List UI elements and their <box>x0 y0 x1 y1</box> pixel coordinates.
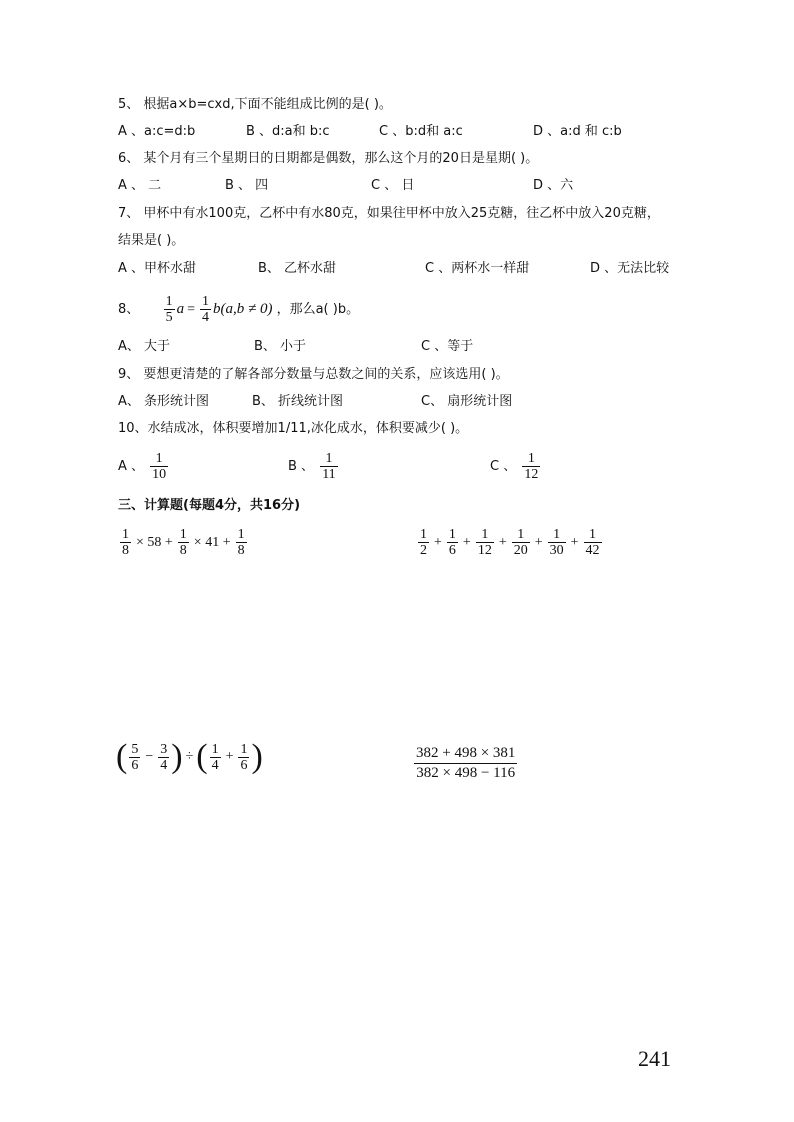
calc-expression-4 <box>414 744 517 783</box>
q7-option-c: C 、两杯水一样甜 <box>425 261 530 276</box>
expr3-f2-num: 3 <box>160 741 168 757</box>
q8-frac1-numerator: 1 <box>165 294 173 309</box>
question-7-stem-line2: 结果是( )。 <box>118 233 185 248</box>
q8-prefix: 8、 <box>118 302 140 317</box>
page-number: 241 <box>638 1046 671 1071</box>
q8-condition: b(a,b ≠ 0) <box>212 301 273 317</box>
question-5-stem: 5、 根据a×b=cxd,下面不能组成比例的是( )。 <box>118 97 392 112</box>
q10-option-b-fraction <box>320 451 337 482</box>
expr2-f6-den: 42 <box>585 543 600 558</box>
q9-option-c: C、 扇形统计图 <box>421 394 513 409</box>
expr2-plus-4: + <box>534 534 543 550</box>
expr2-f6-num: 1 <box>584 527 602 543</box>
expr2-f4-den: 20 <box>513 543 528 558</box>
expr2-frac-1 <box>418 527 429 558</box>
expr3-f1-den: 6 <box>131 757 139 773</box>
expr3-frac-4 <box>238 742 249 773</box>
q10-b-denominator: 11 <box>322 467 336 482</box>
q8-fraction-2 <box>200 294 211 325</box>
q8-option-c: C 、等于 <box>421 339 474 354</box>
expr3-frac-2 <box>158 742 169 773</box>
expr4-fraction <box>414 744 517 783</box>
expr1-frac-2 <box>178 527 189 558</box>
q8-option-a: A、 大于 <box>118 339 171 354</box>
q5-option-c: C 、b:d和 a:c <box>379 124 463 139</box>
expr4-numerator: 382 + 498 × 381 <box>414 744 517 764</box>
expr3-left-paren-1: ( <box>116 738 128 775</box>
expr2-frac-3 <box>476 527 494 558</box>
expr1-f1-num: 1 <box>122 527 129 542</box>
expr3-f3-num: 1 <box>211 741 219 757</box>
q8-variable-a: a <box>176 301 185 317</box>
q6-option-b: B 、 四 <box>225 178 269 193</box>
q10-option-b <box>288 447 340 487</box>
calc-expression-2 <box>416 527 604 558</box>
expr1-frac-3 <box>236 527 247 558</box>
q10-option-c-fraction <box>522 451 540 482</box>
calc-expression-1 <box>118 527 249 558</box>
expr1-f2-num: 1 <box>179 527 187 542</box>
q8-equals: = <box>187 301 195 317</box>
expr3-frac-3 <box>210 742 221 773</box>
expr2-f2-den: 6 <box>448 543 456 558</box>
q6-option-a: A 、 二 <box>118 178 162 193</box>
expr1-term-1: × 58 + <box>136 534 173 550</box>
expr2-plus-5: + <box>570 534 579 550</box>
expr3-f3-den: 4 <box>211 757 219 773</box>
expr2-plus-3: + <box>498 534 507 550</box>
q10-a-numerator: 1 <box>150 451 168 467</box>
q8-option-b: B、 小于 <box>254 339 307 354</box>
q10-option-a-label: A 、 <box>118 459 145 474</box>
q5-option-d: D 、a:d 和 c:b <box>533 124 622 139</box>
q10-option-a <box>118 447 170 487</box>
q10-a-denominator: 10 <box>152 467 167 482</box>
section-3-title: 三、计算题(每题4分，共16分) <box>118 498 301 513</box>
question-6-stem: 6、 某个月有三个星期日的日期都是偶数，那么这个月的20日是星期( )。 <box>118 151 539 166</box>
expr1-f2-den: 8 <box>179 543 187 558</box>
expr2-f5-den: 30 <box>549 543 564 558</box>
q10-c-numerator: 1 <box>522 451 540 467</box>
expr3-f1-num: 5 <box>131 741 139 757</box>
expr4-denominator: 382 × 498 − 116 <box>416 765 516 781</box>
expr3-divide: ÷ <box>185 749 194 764</box>
expr3-minus: − <box>145 749 154 764</box>
expr2-plus-1: + <box>434 534 442 550</box>
question-10-stem: 10、水结成冰，体积要增加1/11,冰化成水，体积要减少( )。 <box>118 421 469 436</box>
q7-option-b: B、 乙杯水甜 <box>258 261 337 276</box>
expr3-f4-den: 6 <box>240 757 248 773</box>
expr3-f2-den: 4 <box>160 757 168 773</box>
q8-frac2-numerator: 1 <box>201 294 209 309</box>
q10-b-numerator: 1 <box>320 451 337 467</box>
q10-c-denominator: 12 <box>524 467 539 482</box>
q9-option-b: B、 折线统计图 <box>252 394 344 409</box>
expr3-right-paren-1: ) <box>171 738 183 775</box>
q6-option-d: D 、六 <box>533 178 574 193</box>
q10-option-b-label: B 、 <box>288 459 315 474</box>
expr2-f3-num: 1 <box>476 527 494 543</box>
expr1-frac-1 <box>120 527 131 558</box>
expr1-f3-den: 8 <box>237 543 245 558</box>
expr3-frac-1 <box>129 742 140 773</box>
expr2-f1-num: 1 <box>420 527 427 542</box>
expr2-f4-num: 1 <box>512 527 530 543</box>
q5-option-b: B 、d:a和 b:c <box>246 124 330 139</box>
expr2-plus-2: + <box>462 534 471 550</box>
expr1-term-2: × 41 + <box>193 534 231 550</box>
q10-option-a-fraction <box>150 451 168 482</box>
question-10-options <box>118 447 754 487</box>
expr3-plus: + <box>225 749 234 764</box>
question-8-stem <box>118 289 754 329</box>
expr2-frac-4 <box>512 527 530 558</box>
q8-suffix: ，那么a( )b。 <box>276 302 360 317</box>
calc-expression-3 <box>116 740 263 774</box>
q8-frac1-denominator: 5 <box>165 310 173 325</box>
expr2-f5-num: 1 <box>548 527 566 543</box>
q7-option-a: A 、甲杯水甜 <box>118 261 197 276</box>
expr1-f3-num: 1 <box>237 527 245 542</box>
expr2-f1-den: 2 <box>420 543 427 558</box>
expr1-f1-den: 8 <box>122 543 129 558</box>
q7-option-d: D 、无法比较 <box>590 261 670 276</box>
q8-frac2-denominator: 4 <box>201 310 209 325</box>
q8-fraction-1 <box>164 294 175 325</box>
q9-option-a: A、 条形统计图 <box>118 394 210 409</box>
expr3-right-paren-2: ) <box>251 738 263 775</box>
question-9-stem: 9、 要想更清楚的了解各部分数量与总数之间的关系，应该选用( )。 <box>118 367 509 382</box>
expr3-f4-num: 1 <box>240 741 248 757</box>
q6-option-c: C 、 日 <box>371 178 415 193</box>
expr2-frac-6 <box>584 527 602 558</box>
question-7-stem: 7、 甲杯中有水100克，乙杯中有水80克，如果往甲杯中放入25克糖，往乙杯中放入20克糖， <box>118 206 660 221</box>
expr2-f2-num: 1 <box>448 527 456 542</box>
q10-option-c <box>490 447 542 487</box>
expr2-frac-2 <box>447 527 458 558</box>
q10-option-c-label: C 、 <box>490 459 517 474</box>
q5-option-a: A 、a:c=d:b <box>118 124 196 139</box>
expr3-left-paren-2: ( <box>196 738 208 775</box>
expr2-frac-5 <box>548 527 566 558</box>
expr2-f3-den: 12 <box>477 543 492 558</box>
